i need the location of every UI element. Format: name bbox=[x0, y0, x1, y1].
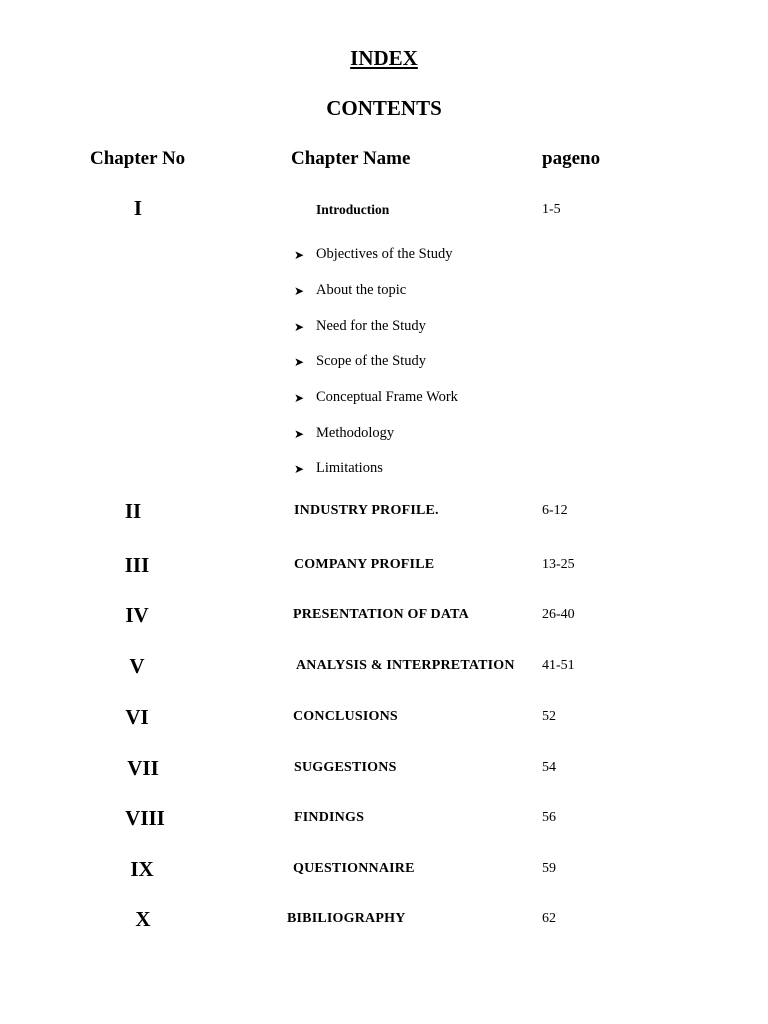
chapter-pages: 6-12 bbox=[542, 503, 568, 518]
chapter-numeral: VIII bbox=[125, 806, 165, 830]
chapter-numeral: III bbox=[124, 553, 150, 577]
chapter-name: COMPANY PROFILE bbox=[294, 557, 435, 572]
chapter-pages: 1-5 bbox=[542, 202, 561, 217]
subitem-label: Methodology bbox=[316, 425, 395, 441]
arrow-bullet-icon: ➤ bbox=[294, 427, 305, 441]
chapter-numeral: X bbox=[135, 907, 151, 931]
arrow-bullet-icon: ➤ bbox=[294, 284, 305, 298]
subitem-label: About the topic bbox=[316, 282, 407, 298]
arrow-bullet-icon: ➤ bbox=[294, 391, 305, 405]
chapter-name: INDUSTRY PROFILE. bbox=[294, 503, 439, 518]
contents-title: CONTENTS bbox=[326, 96, 442, 120]
chapter-pages: 56 bbox=[542, 810, 556, 825]
chapter-name: BIBILIOGRAPHY bbox=[287, 911, 406, 926]
subitem-label: Conceptual Frame Work bbox=[316, 389, 458, 405]
arrow-bullet-icon: ➤ bbox=[294, 248, 305, 262]
chapter-name: CONCLUSIONS bbox=[293, 709, 398, 724]
chapter-name: ANALYSIS & INTERPRETATION bbox=[296, 658, 515, 673]
chapter-pages: 59 bbox=[542, 861, 556, 876]
subitem-label: Scope of the Study bbox=[316, 353, 426, 369]
arrow-bullet-icon: ➤ bbox=[294, 320, 305, 334]
chapter-name: PRESENTATION OF DATA bbox=[293, 607, 469, 622]
chapter-pages: 41-51 bbox=[542, 658, 575, 673]
chapter-numeral: I bbox=[133, 196, 143, 220]
subitem-label: Limitations bbox=[316, 460, 383, 476]
chapter-numeral: VII bbox=[127, 756, 159, 780]
chapter-name: QUESTIONNAIRE bbox=[293, 861, 415, 876]
header-pageno: pageno bbox=[542, 148, 601, 169]
subitem-label: Objectives of the Study bbox=[316, 246, 453, 262]
chapter-pages: 13-25 bbox=[542, 557, 575, 572]
chapter-name: Introduction bbox=[316, 202, 390, 217]
chapter-numeral: IV bbox=[125, 603, 149, 627]
header-chapter-name: Chapter Name bbox=[291, 148, 411, 169]
arrow-bullet-icon: ➤ bbox=[294, 355, 305, 369]
chapter-pages: 52 bbox=[542, 709, 556, 724]
chapter-numeral: II bbox=[124, 499, 142, 523]
chapter-pages: 62 bbox=[542, 911, 556, 926]
index-title: INDEX bbox=[350, 46, 418, 70]
chapter-pages: 26-40 bbox=[542, 607, 575, 622]
chapter-numeral: V bbox=[129, 654, 145, 678]
header-chapter-no: Chapter No bbox=[90, 148, 186, 169]
chapter-numeral: IX bbox=[130, 857, 154, 881]
chapter-pages: 54 bbox=[542, 760, 556, 775]
chapter-numeral: VI bbox=[125, 705, 149, 729]
subitem-label: Need for the Study bbox=[316, 318, 426, 334]
chapter-name: FINDINGS bbox=[294, 810, 365, 825]
chapter-name: SUGGESTIONS bbox=[294, 760, 397, 775]
arrow-bullet-icon: ➤ bbox=[294, 462, 305, 476]
